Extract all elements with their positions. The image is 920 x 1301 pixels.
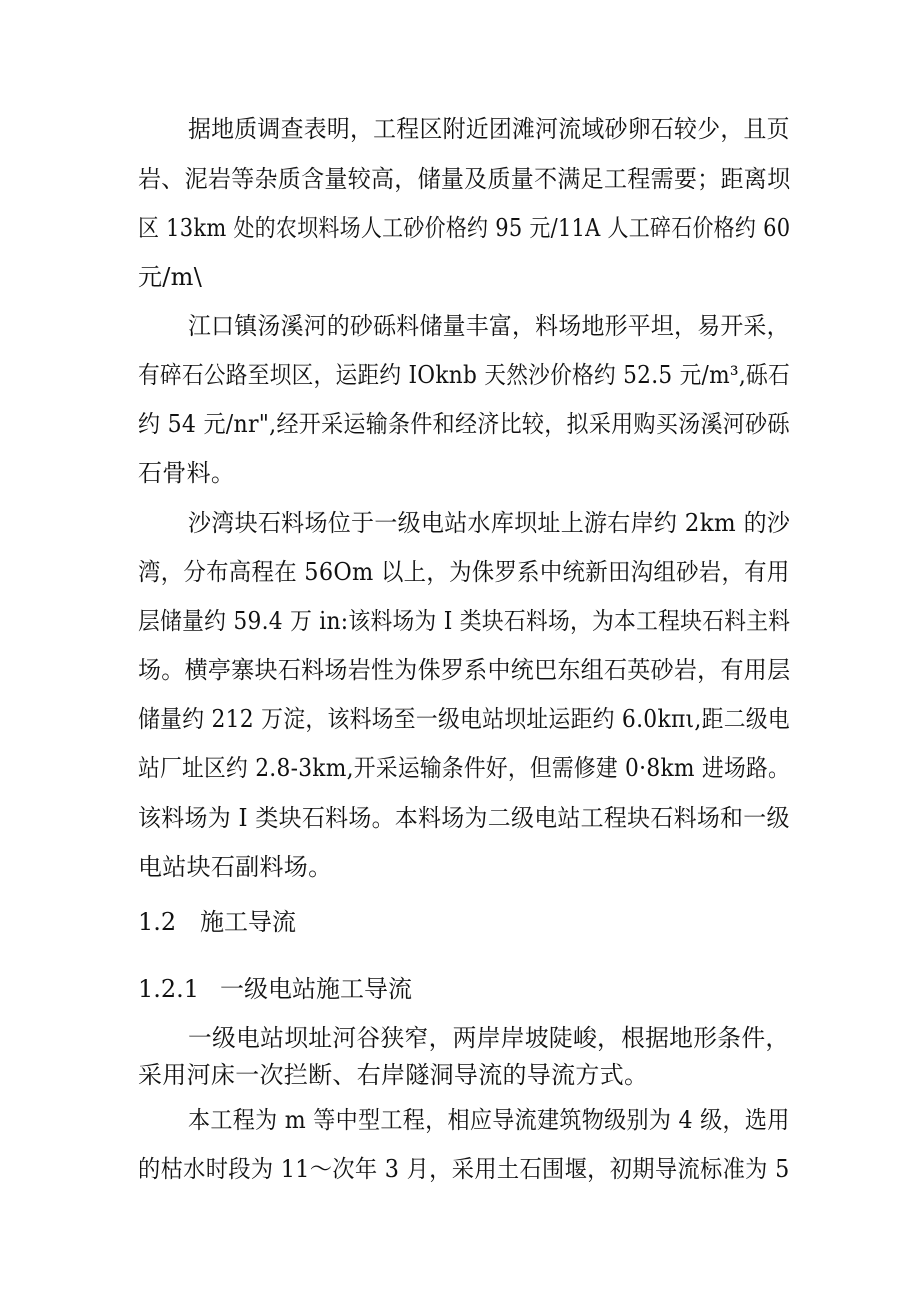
text-line: 场。横亭寨块石料场岩性为侏罗系中统巴东组石英砂岩，有用层	[138, 656, 791, 684]
section-title: 施工导流	[200, 908, 296, 936]
text-line: 石骨料。	[138, 459, 236, 487]
text-line: 该料场为 I 类块石料场。本料场为二级电站工程块石料场和一级	[138, 804, 790, 832]
text-line: 区 13km 处的农坝料场人工砂价格约 95 元/11A 人工碎石价格约 60	[138, 214, 791, 242]
text-line: 岩、泥岩等杂质含量较高，储量及质量不满足工程需要；距离坝	[138, 165, 791, 193]
text-line: 站厂址区约 2.8-3km,开采运输条件好，但需修建 0·8km 进场路。	[138, 754, 790, 782]
section-title: 一级电站施工导流	[220, 975, 412, 1003]
text-line: 的枯水时段为 11～次年 3 月，采用土石围堰，初期导流标准为 5	[138, 1155, 790, 1183]
text-line: 湾，分布高程在 56Om 以上，为侏罗系中统新田沟组砂岩，有用	[138, 558, 790, 586]
text-line: 层储量约 59.4 万 in:该料场为 I 类块石料场，为本工程块石料主料	[138, 607, 791, 635]
text-line: 本工程为 m 等中型工程，相应导流建筑物级别为 4 级，选用	[188, 1106, 790, 1134]
text-line: 电站块石副料场。	[138, 853, 333, 881]
text-line: 有碎石公路至坝区，运距约 IOknb 天然沙价格约 52.5 元/m³,砾石	[138, 361, 790, 389]
text-line: 据地质调查表明，工程区附近团滩河流域砂卵石较少，且页	[188, 115, 790, 143]
text-line: 储量约 212 万淀，该料场至一级电站坝址运距约 6.0kπι,距二级电	[138, 705, 790, 733]
text-line: 采用河床一次拦断、右岸隧洞导流的导流方式。	[138, 1061, 649, 1089]
text-line: 江口镇汤溪河的砂砾料储量丰富，料场地形平坦，易开采，	[188, 312, 790, 340]
text-line: 元/m\	[138, 263, 203, 291]
text-line: 一级电站坝址河谷狭窄，两岸岸坡陡峻，根据地形条件，	[188, 1024, 790, 1052]
section-number: 1.2	[138, 908, 177, 936]
section-number: 1.2.1	[138, 975, 200, 1003]
text-line: 沙湾块石料场位于一级电站水库坝址上游右岸约 2km 的沙	[188, 509, 791, 537]
text-line: 约 54 元/nr",经开采运输条件和经济比较，拟采用购买汤溪河砂砾	[138, 410, 790, 438]
